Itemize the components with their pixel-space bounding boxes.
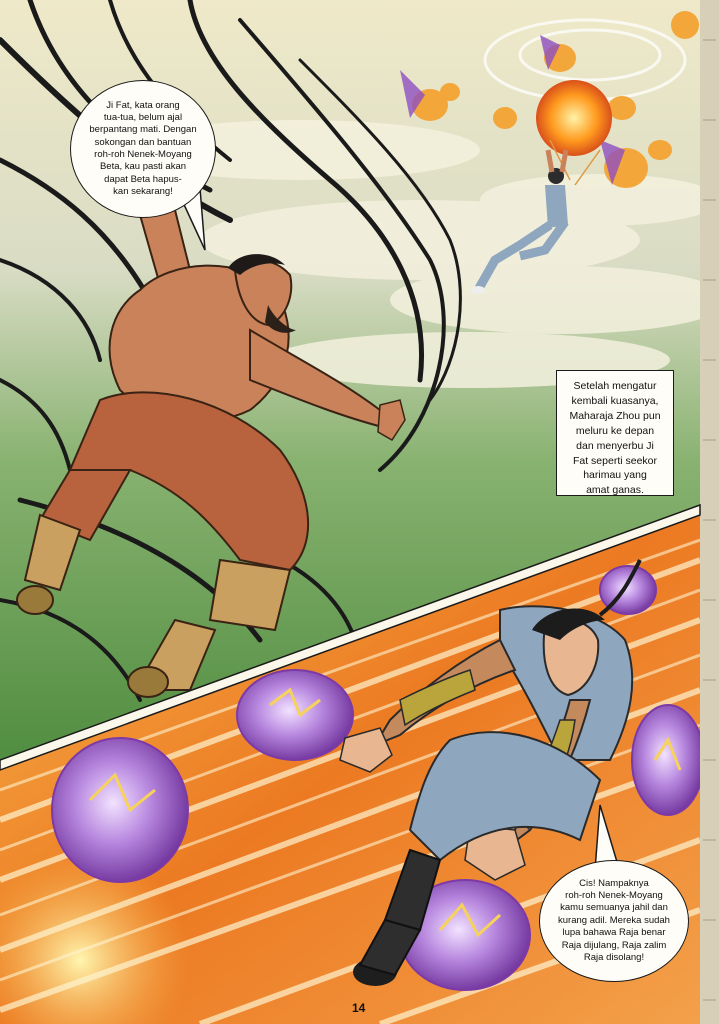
speech-text-king: Ji Fat, kata orang tua-tua, belum ajal berpantang mati. Dengan sokongan dan bantuan roh-roh Nenek-Moyang Beta, kau pasti akan dapat Beta hapus- kan sekarang! xyxy=(89,99,197,198)
narration-text: Setelah mengatur kembali kuasanya, Maharaja Zhou pun meluru ke depan dan menyerbu Ji Fat seperti seekor harimau yang amat ganas. xyxy=(569,380,661,497)
speech-text-jifat: Cis! Nampaknya roh-roh Nenek-Moyang kamu semuanya jahil dan kurang adil. Mereka sudah lupa bahawa Raja benar Raja dijulang, Raja zalim Raja disolang! xyxy=(558,877,670,963)
narration-caption xyxy=(556,370,674,496)
energy-orb xyxy=(536,80,612,156)
page-number: 14 xyxy=(352,1001,366,1015)
speech-bubble-jifat xyxy=(539,860,689,982)
speech-bubble-king xyxy=(70,80,216,218)
page-binding xyxy=(700,0,719,1024)
